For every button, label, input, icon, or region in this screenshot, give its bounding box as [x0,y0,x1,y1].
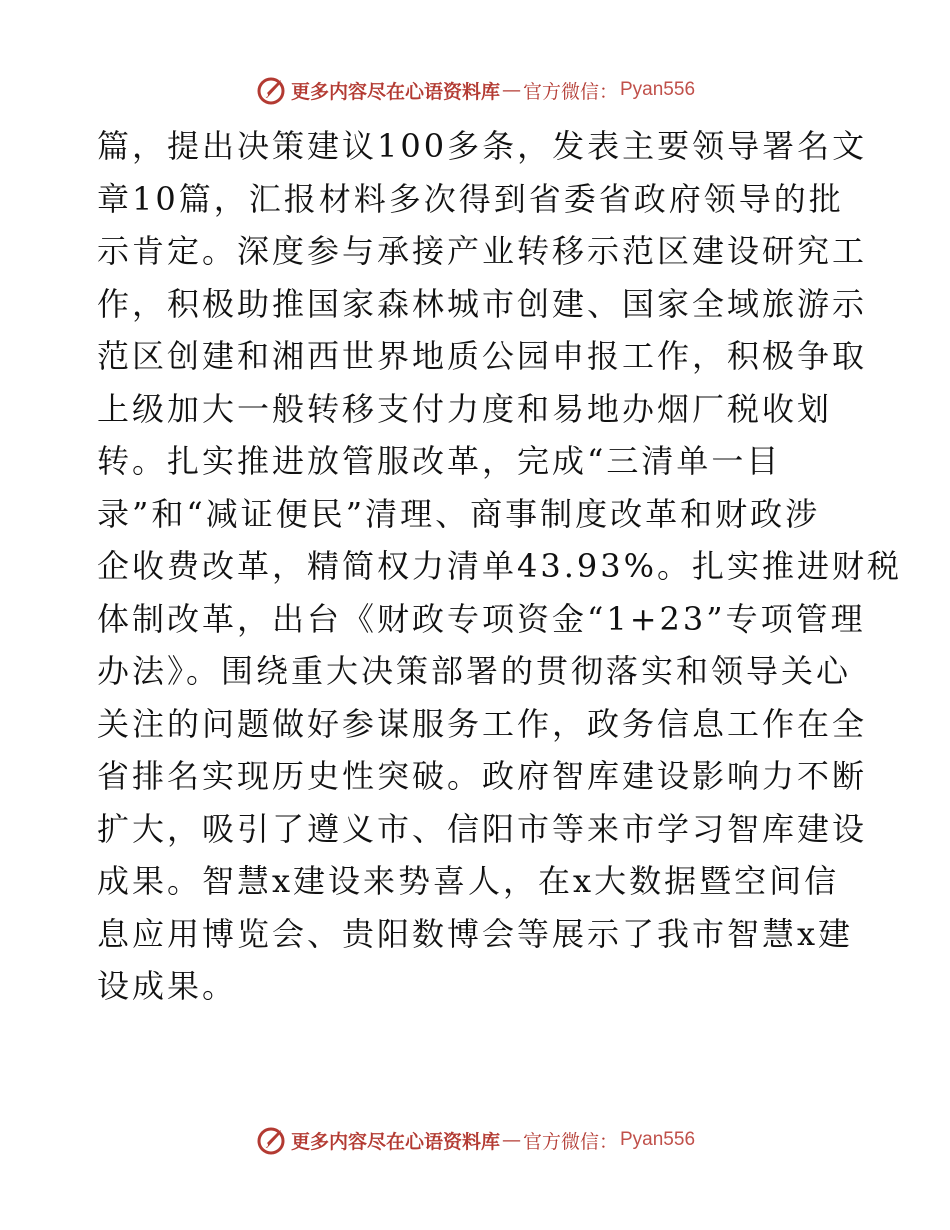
text-line: 录”和“减证便民”清理、商事制度改革和财政涉 [97,494,821,533]
banner-wechat-label: 官方微信： [522,80,618,103]
banner-brand-text: 更多内容尽在心语资料库 [290,1130,500,1153]
pen-logo-icon [255,1124,287,1156]
text-line: 示肯定。深度参与承接产业转移示范区建设研究工 [97,232,868,270]
text-line: 关注的问题做好参谋服务工作，政务信息工作在全 [97,704,868,743]
banner-wechat-handle: Pyan556 [620,1129,696,1150]
banner-dash: — [501,1129,521,1151]
footer-banner [0,1120,950,1160]
text-line: 转。扎实推进放管服改革，完成“三清单一目 [97,442,782,480]
body-paragraph [97,120,903,1013]
text-line: 上级加大一般转移支付力度和易地办烟厂税收划 [97,389,833,428]
text-line: 章10篇，汇报材料多次得到省委省政府领导的批 [97,179,844,218]
text-line: 办法》。围绕重大决策部署的贯彻落实和领导关心 [97,652,852,690]
text-line: 省排名实现历史性突破。政府智库建设影响力不断 [97,757,868,795]
banner-wechat-label: 官方微信： [522,1130,618,1153]
text-line: 设成果。 [97,967,238,1005]
text-line: 篇，提出决策建议100多条，发表主要领导署名文 [97,127,868,165]
pen-logo-icon [255,74,287,106]
text-line: 作，积极助推国家森林城市创建、国家全域旅游示 [97,284,868,323]
text-line: 范区创建和湘西世界地质公园申报工作，积极争取 [97,337,868,375]
header-banner [0,70,950,110]
text-line: 扩大，吸引了遵义市、信阳市等来市学习智库建设 [97,809,868,848]
text-line: 息应用博览会、贵阳数博会等展示了我市智慧x建 [97,914,854,953]
text-line: 企收费改革，精简权力清单43.93%。扎实推进财税 [97,547,903,585]
text-line: 成果。智慧x建设来势喜人，在x大数据暨空间信 [97,862,840,900]
banner-brand-text: 更多内容尽在心语资料库 [290,80,500,103]
banner-dash: — [501,79,521,101]
text-line: 体制改革，出台《财政专项资金“1+23”专项管理 [97,599,866,638]
banner-wechat-handle: Pyan556 [620,79,696,100]
